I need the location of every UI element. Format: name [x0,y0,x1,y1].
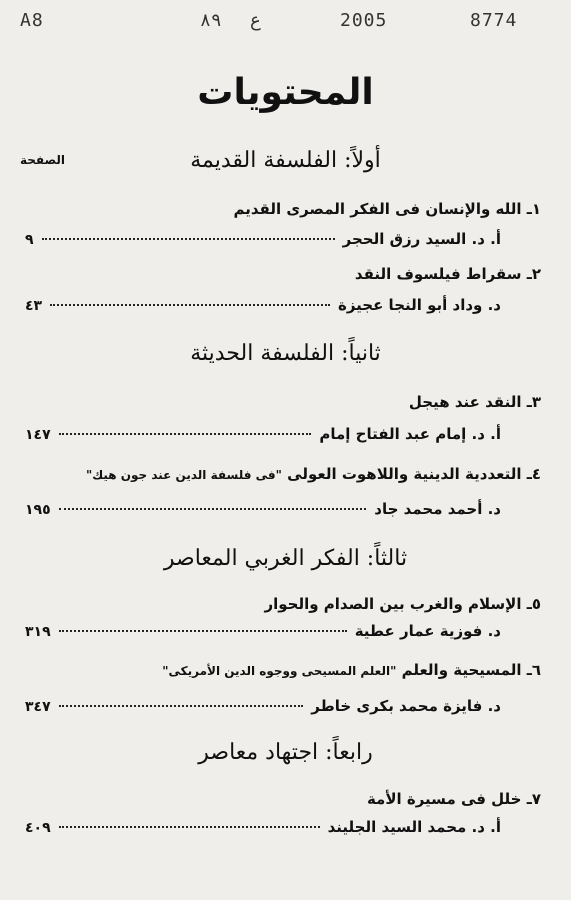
toc-entry-main: ٤ـ التعددية الدينية واللاهوت العولى [287,465,541,483]
page-title: المحتويات [197,72,374,113]
leader-dots [59,508,367,510]
toc-author-line [25,697,501,715]
toc-entry-subtitle: "العلم المسيحى ووجوه الدين الأمريكى" [162,664,397,678]
handwritten-number: 8774 [470,10,518,31]
toc-entry-main: ٦ـ المسيحية والعلم [401,661,541,679]
toc-page-number: ٤٣ [25,298,43,314]
toc-author: أ. د. السيد رزق الحجر [342,230,501,248]
toc-author: د. فايزة محمد بكرى خاطر [311,697,501,715]
toc-author-line [25,296,501,314]
toc-author: أ. د. إمام عبد الفتاح إمام [319,425,501,443]
leader-dots [59,630,347,632]
section-heading-contemporary: ثالثاً: الفكر الغربي المعاصر [163,546,408,571]
section-heading-modern: ثانياً: الفلسفة الحديثة [190,341,381,366]
handwritten-year: 2005 [340,10,388,31]
toc-author: أ. د. محمد السيد الجليند [327,818,501,836]
toc-entry-title [40,465,541,483]
toc-entry-title: ٥ـ الإسلام والغرب بين الصدام والحوار [264,595,541,613]
toc-entry-title: ٧ـ خلل فى مسيرة الأمة [366,790,541,808]
toc-entry-title [40,661,541,679]
section-heading-ancient: أولاً: الفلسفة القديمة [190,148,381,173]
toc-author-line [25,818,501,836]
toc-page-number: ٣٤٧ [25,699,51,715]
leader-dots [59,705,304,707]
toc-author-line [25,425,501,443]
toc-author-line [25,500,501,518]
toc-page-number: ١٩٥ [25,502,51,518]
leader-dots [59,433,312,435]
leader-dots [42,238,335,240]
leader-dots [50,304,330,306]
toc-entry-subtitle: "فى فلسفة الدين عند جون هيك" [85,468,282,482]
toc-author: د. فوزية عمار عطية [354,622,501,640]
toc-page-number: ٣١٩ [25,624,51,640]
toc-author-line [25,622,501,640]
toc-entry-title: ١ـ الله والإنسان فى الفكر المصرى القديم [233,200,541,218]
toc-author-line [25,230,501,248]
leader-dots [59,826,320,828]
toc-author: د. أحمد محمد جاد [374,500,501,518]
handwritten-note-left: A8 [20,10,44,31]
toc-author: د. وداد أبو النجا عجيزة [337,296,501,314]
toc-page-number: ٩ [25,232,34,248]
toc-entry-title: ٢ـ سقراط فيلسوف النقد [354,265,541,283]
toc-entry-title: ٣ـ النقد عند هيجل [408,393,541,411]
toc-page-number: ١٤٧ [25,427,51,443]
toc-page-number: ٤٠٩ [25,820,51,836]
section-heading-ijtihad: رابعاً: اجتهاد معاصر [198,740,373,765]
handwritten-note-mid2: ع [250,10,261,31]
handwritten-note-mid1: ٨٩ [200,10,222,31]
page-column-label: الصفحة [20,153,66,167]
